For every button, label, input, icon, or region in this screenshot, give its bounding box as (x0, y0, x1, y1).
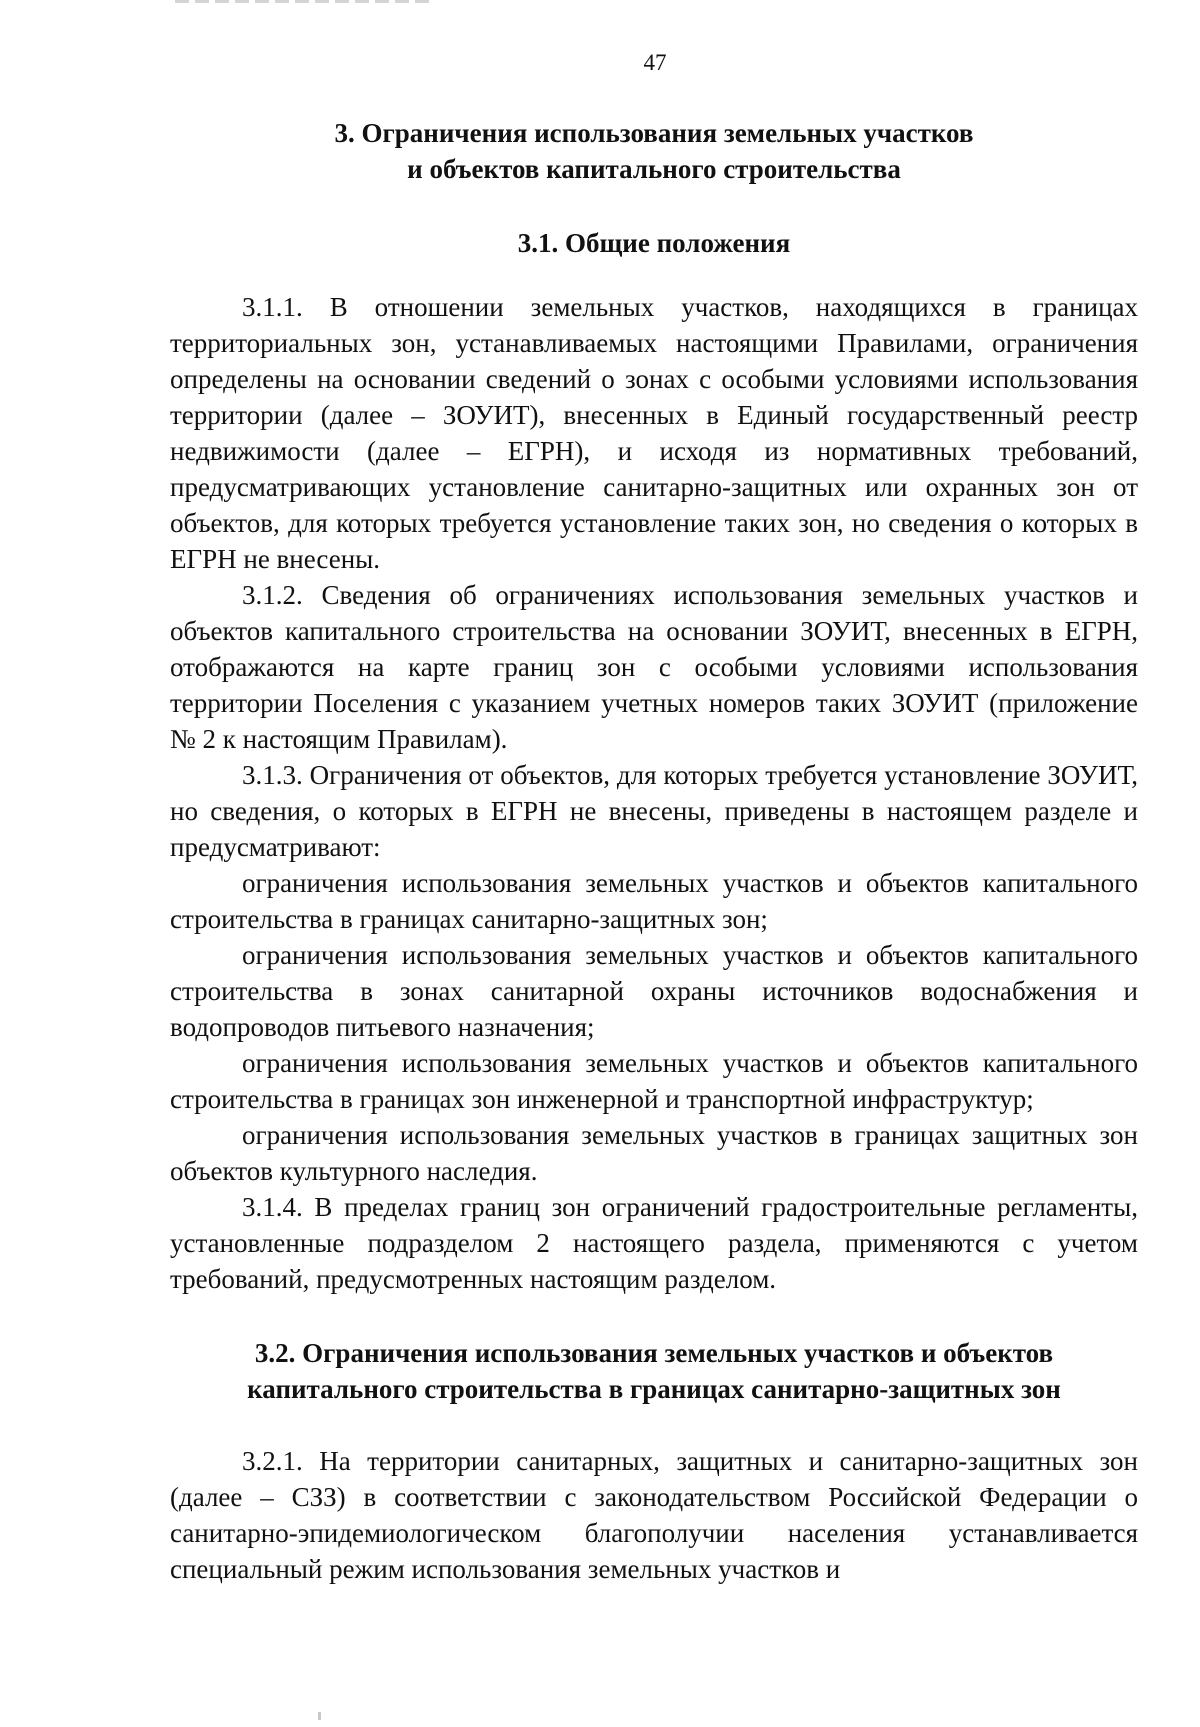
paragraph-3-1-1: 3.1.1. В отношении земельных участков, находящихся в границах территориальных зон, устанавливаемых настоящими Правилами, ограничения определены на основании сведений о зонах с особыми условиями использования территории (далее – ЗОУИТ), внесенных в Единый государственный реестр недвижимости (далее – ЕГРН), и исходя из нормативных требований, предусматривающих установление санитарно-защитных или охранных зон от объектов, для которых требуется установление таких зон, но сведения о которых в ЕГРН не внесены. (170, 292, 1138, 574)
section-heading-szz-line-2: капитального строительства в границах санитарно-защитных зон (247, 1374, 1061, 1404)
paragraph-3-1-4: 3.1.4. В пределах границ зон ограничений градостроительные регламенты, установленные подразделом 2 настоящего раздела, применяются с учетом требований, предусмотренных настоящим разделом. (170, 1192, 1138, 1294)
paragraph-3-1-2: 3.1.2. Сведения об ограничениях использования земельных участков и объектов капитального строительства на основании ЗОУИТ, внесенных в ЕГРН, отображаются на карте границ зон с особыми условиями использования территории Поселения с указанием учетных номеров таких ЗОУИТ (приложение № 2 к настоящим Правилам). (170, 580, 1138, 754)
chapter-heading (170, 115, 1138, 187)
page-number: 47 (643, 50, 667, 75)
section-heading-szz-line-1: 3.2. Ограничения использования земельных участков и объектов (254, 1338, 1054, 1368)
list-item-restriction-heritage: ограничения использования земельных участков в границах защитных зон объектов культурного наследия. (170, 1120, 1138, 1186)
paragraph-3-1-3: 3.1.3. Ограничения от объектов, для которых требуется установление ЗОУИТ, но сведения, о которых в ЕГРН не внесены, приведены в настоящем разделе и предусматривают: (170, 760, 1138, 862)
section-heading-szz (170, 1335, 1138, 1407)
list-item-restriction-infrastructure: ограничения использования земельных участков и объектов капитального строительства в границах зон инженерной и транспортной инфраструктур; (170, 1048, 1138, 1114)
document-body (170, 115, 1138, 1587)
scan-artifact (175, 0, 435, 3)
list-item-restriction-water: ограничения использования земельных участков и объектов капитального строительства в зонах санитарной охраны источников водоснабжения и водопроводов питьевого назначения; (170, 940, 1138, 1042)
subsection-heading-general: 3.1. Общие положения (517, 228, 791, 258)
list-item-restriction-szz: ограничения использования земельных участков и объектов капитального строительства в границах санитарно-защитных зон; (170, 868, 1138, 934)
chapter-heading-line-1: 3. Ограничения использования земельных участков (334, 118, 974, 148)
scan-artifact-bottom (318, 1712, 321, 1720)
paragraph-3-2-1: 3.2.1. На территории санитарных, защитных и санитарно-защитных зон (далее – СЗЗ) в соответствии с законодательством Российской Федерации о санитарно-эпидемиологическом благополучии населения устанавливается специальный режим использования земельных участков и (170, 1446, 1138, 1584)
chapter-heading-line-2: и объектов капитального строительства (407, 154, 901, 184)
